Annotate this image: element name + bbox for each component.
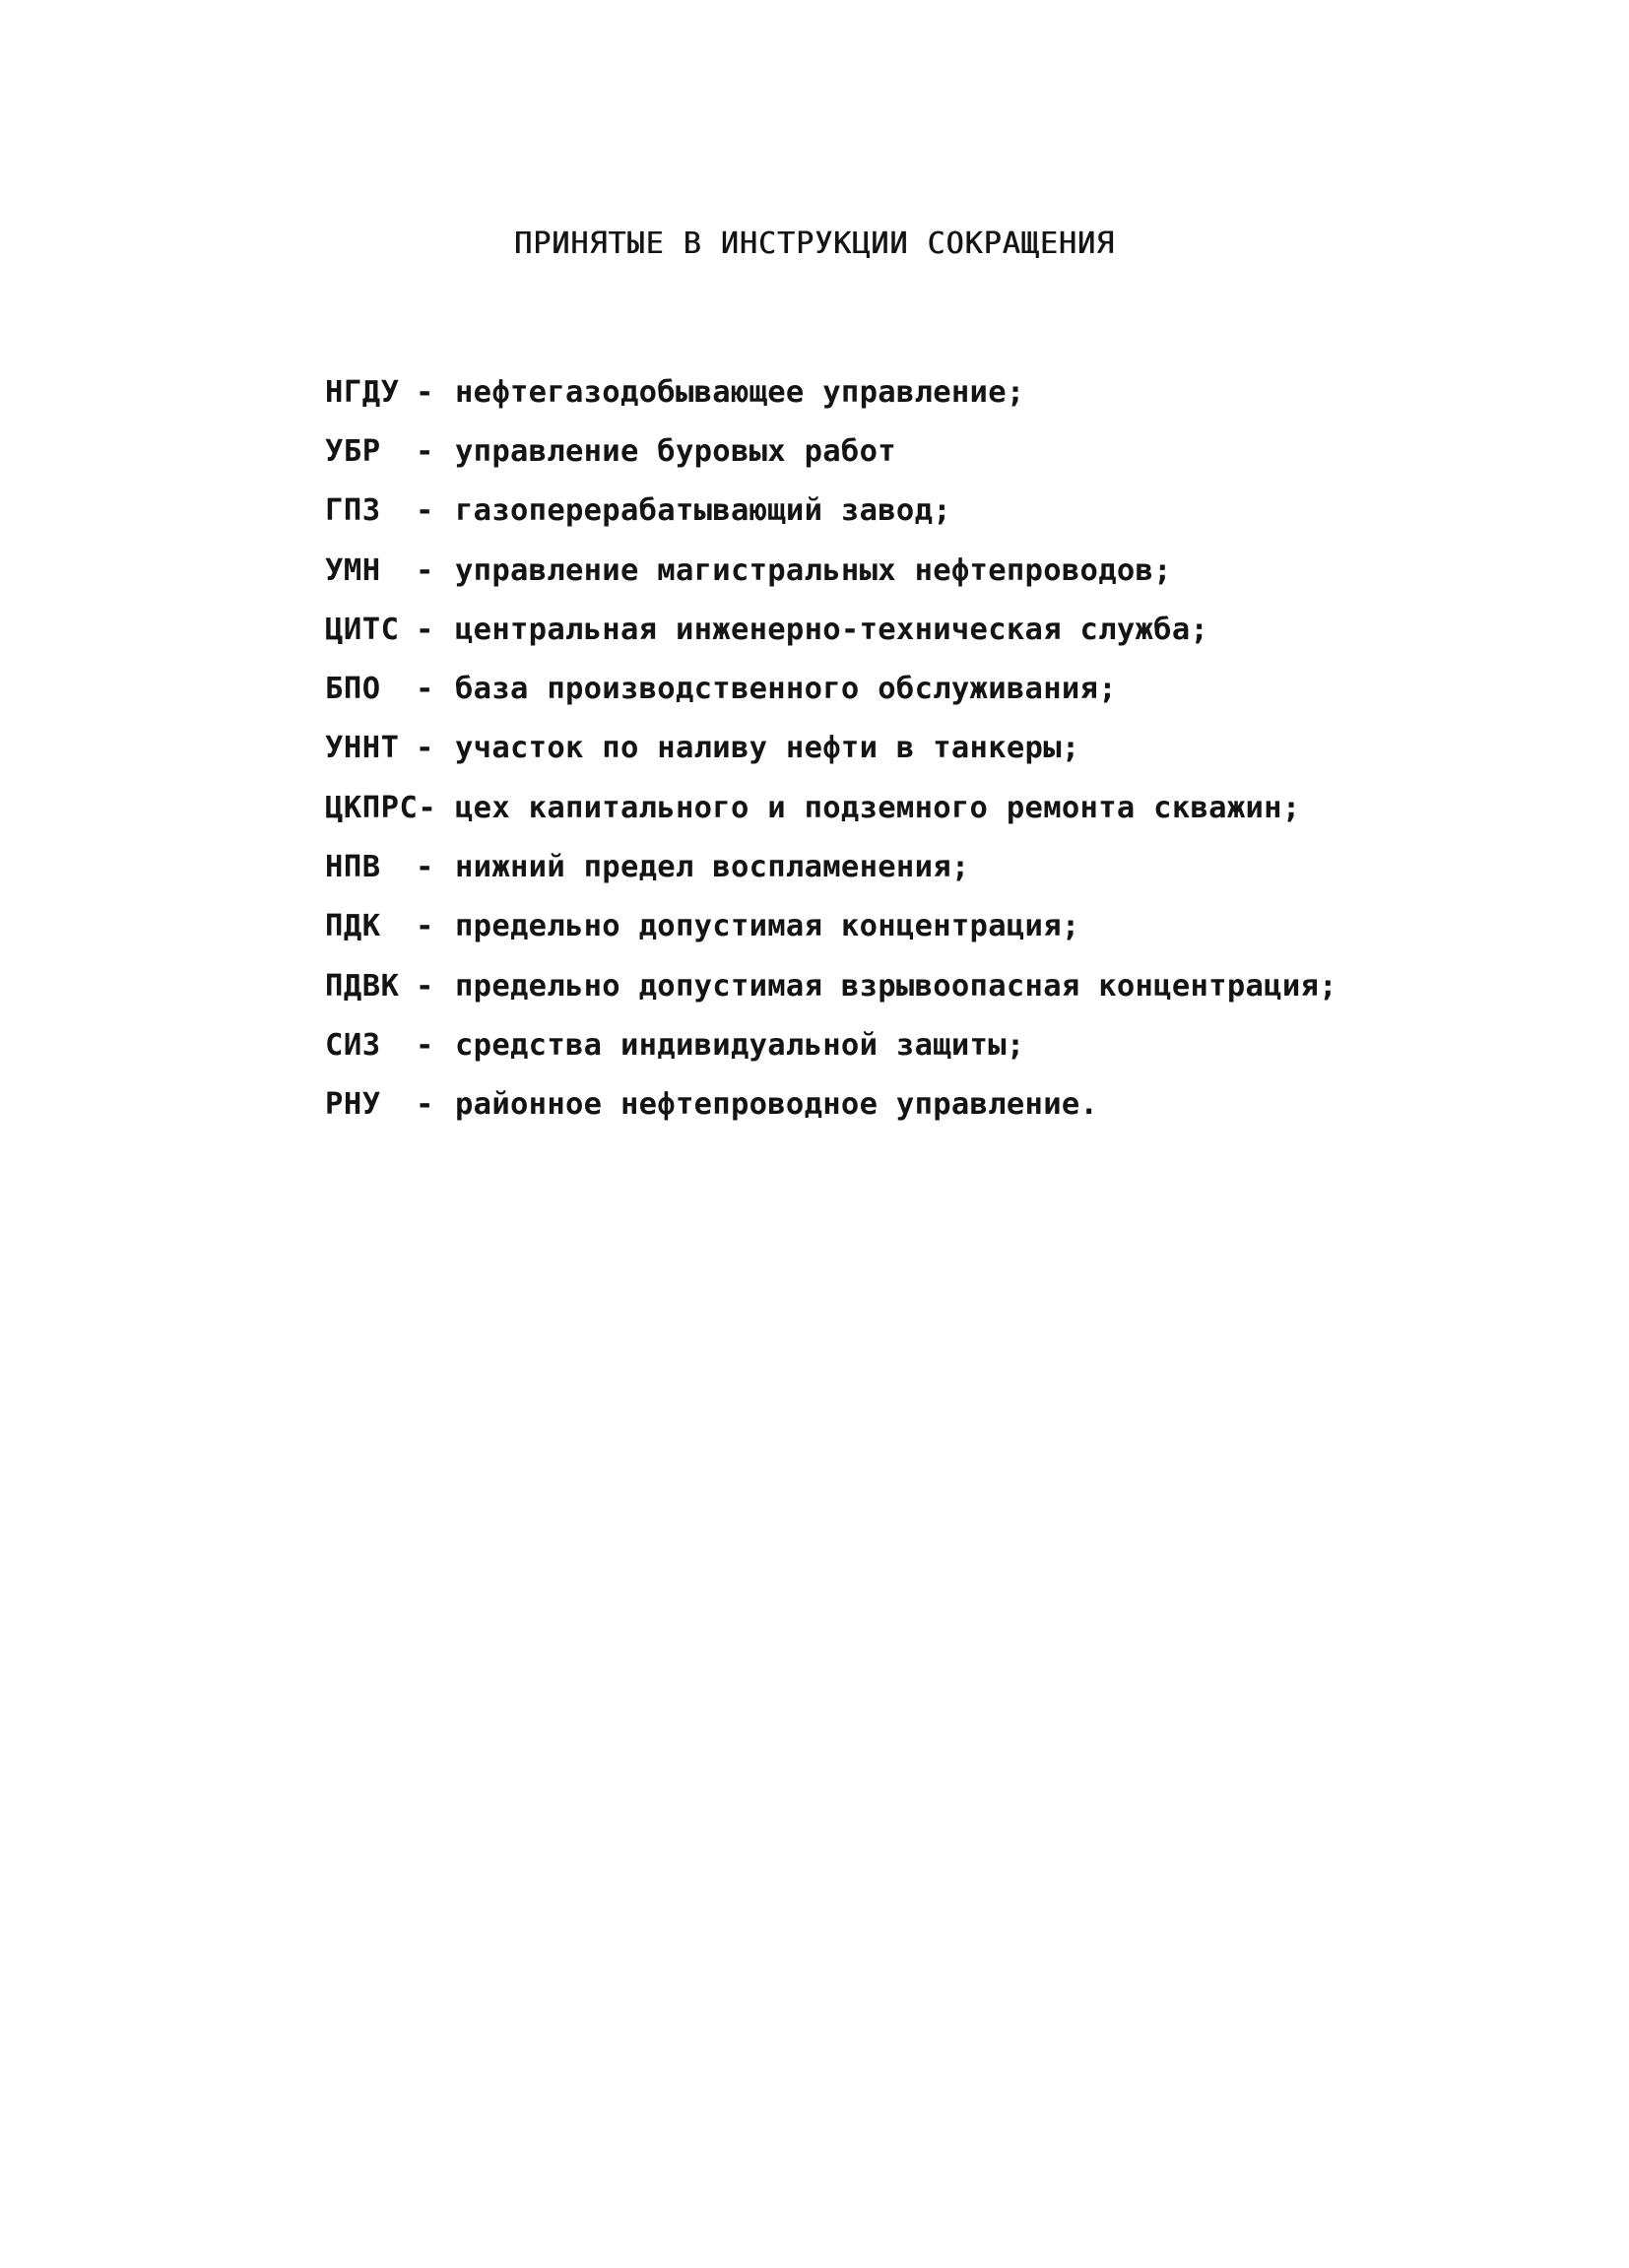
abbreviation-definition: нижний предел воспламенения;	[455, 850, 970, 885]
list-item	[325, 541, 1337, 600]
list-item	[325, 956, 1337, 1015]
abbreviation-code: НПВ	[325, 850, 381, 885]
abbreviation-definition: база производственного обслуживания;	[455, 672, 1117, 707]
abbreviation-code: УБР	[325, 433, 381, 469]
list-item	[325, 778, 1337, 837]
abbreviation-definition: средства индивидуальной защиты;	[455, 1027, 1025, 1063]
abbreviation-code: ЦКПРС-	[325, 790, 437, 825]
abbreviation-definition: нефтегазодобывающее управление;	[455, 374, 1025, 410]
abbreviation-code: БПО	[325, 672, 381, 707]
abbreviation-dash: -	[416, 374, 434, 410]
abbreviation-definition: управление буровых работ	[455, 433, 896, 469]
abbreviation-definition: цех капитального и подземного ремонта скважин;	[455, 790, 1301, 825]
abbreviation-definition: участок по наливу нефти в танкеры;	[455, 731, 1080, 766]
abbreviation-definition: районное нефтепроводное управление.	[455, 1087, 1099, 1123]
abbreviation-code: УМН	[325, 552, 381, 588]
abbreviation-dash: -	[416, 493, 434, 529]
abbreviation-dash: -	[416, 552, 434, 588]
abbreviation-code: УННТ	[325, 731, 400, 766]
abbreviation-dash: -	[416, 909, 434, 944]
abbreviation-dash: -	[416, 731, 434, 766]
abbreviation-definition: предельно допустимая взрывоопасная концентрация;	[455, 968, 1337, 1004]
abbreviation-dash: -	[416, 612, 434, 647]
list-item	[325, 362, 1337, 421]
list-item	[325, 482, 1337, 541]
list-item	[325, 897, 1337, 956]
list-item	[325, 719, 1337, 778]
list-item	[325, 659, 1337, 718]
abbreviation-dash: -	[416, 1027, 434, 1063]
abbreviation-code: ПДВК	[325, 968, 400, 1004]
abbreviation-definition: предельно допустимая концентрация;	[455, 909, 1080, 944]
list-item	[325, 421, 1337, 481]
abbreviation-definition: газоперерабатывающий завод;	[455, 493, 951, 529]
abbreviation-code: ГПЗ	[325, 493, 381, 529]
abbreviation-dash: -	[416, 672, 434, 707]
list-item	[325, 837, 1337, 896]
abbreviation-dash: -	[416, 968, 434, 1004]
abbreviation-code: СИЗ	[325, 1027, 381, 1063]
abbreviation-definition: управление магистральных нефтепроводов;	[455, 552, 1172, 588]
abbreviation-dash: -	[416, 433, 434, 469]
abbreviation-code: ЦИТС	[325, 612, 400, 647]
list-item	[325, 600, 1337, 659]
abbreviation-code: ПДК	[325, 909, 381, 944]
abbreviation-definition: центральная инженерно-техническая служба;	[455, 612, 1209, 647]
abbreviation-code: НГДУ	[325, 374, 400, 410]
abbreviation-dash: -	[416, 1087, 434, 1123]
document-title: ПРИНЯТЫЕ В ИНСТРУКЦИИ СОКРАЩЕНИЯ	[514, 227, 1115, 261]
list-item	[325, 1015, 1337, 1074]
abbreviation-dash: -	[416, 850, 434, 885]
abbreviation-list	[325, 362, 1337, 1134]
list-item	[325, 1075, 1337, 1134]
abbreviation-code: РНУ	[325, 1087, 381, 1123]
